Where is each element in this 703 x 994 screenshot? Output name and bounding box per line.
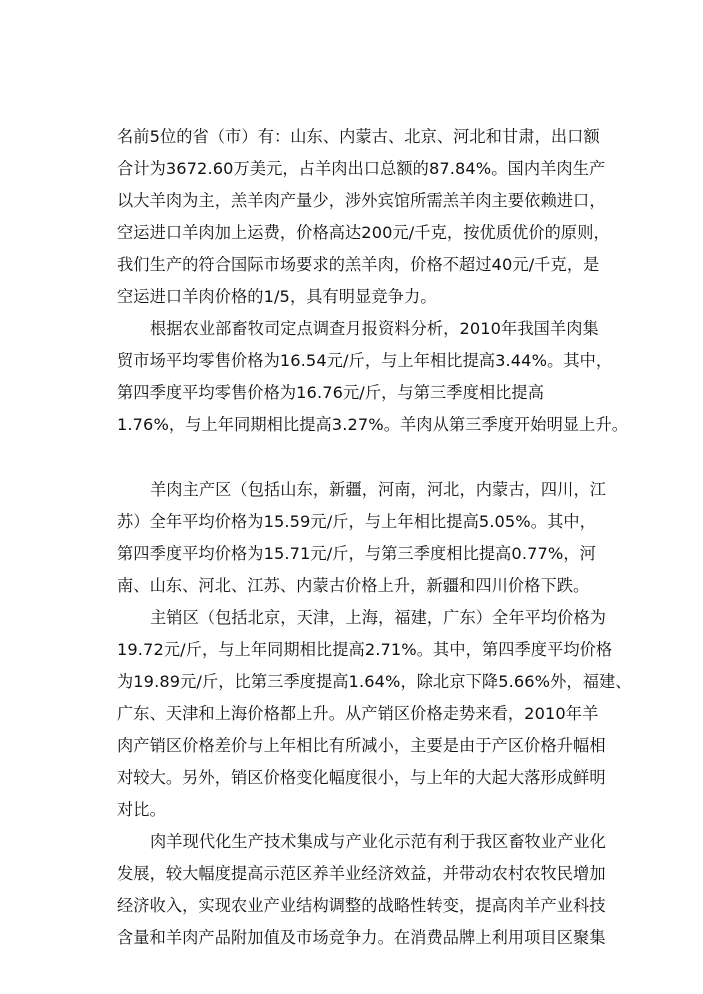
- text-line: 19.72元/斤，与上年同期相比提高2.71%。其中，第四季度平均价格: [117, 640, 613, 659]
- text-line: 空运进口羊肉价格的1/5，具有明显竞争力。: [117, 287, 437, 306]
- text-line: 第四季度平均零售价格为16.76元/斤，与第三季度相比提高: [117, 383, 545, 402]
- text-line: 肉产销区价格差价与上年相比有所减小，主要是由于产区价格升幅相: [117, 736, 606, 755]
- text-line: 我们生产的符合国际市场要求的羔羊肉，价格不超过40元/千克，是: [117, 255, 600, 274]
- text-line: 主销区（包括北京，天津，上海，福建，广东）全年平均价格为: [150, 608, 607, 627]
- text-line: 以大羊肉为主，羔羊肉产量少，涉外宾馆所需羔羊肉主要依赖进口，: [117, 191, 606, 210]
- text-line: 羊肉主产区（包括山东，新疆，河南，河北，内蒙古，四川，江: [150, 480, 607, 499]
- text-line: 1.76%，与上年同期相比提高3.27%。羊肉从第三季度开始明显上升。: [117, 415, 629, 434]
- text-line: 发展，较大幅度提高示范区养羊业经济效益，并带动农村农牧民增加: [117, 864, 606, 883]
- text-line: 为19.89元/斤，比第三季度提高1.64%，除北京下降5.66%外，福建、: [117, 672, 632, 691]
- text-line: 空运进口羊肉加上运费，价格高达200元/千克，按优质优价的原则，: [117, 223, 610, 242]
- text-line: 含量和羊肉产品附加值及市场竞争力。在消费品牌上利用项目区聚集: [117, 928, 606, 947]
- text-line: 广东、天津和上海价格都上升。从产销区价格走势来看，2010年羊: [117, 704, 599, 723]
- text-line: 贸市场平均零售价格为16.54元/斤，与上年相比提高3.44%。其中，: [117, 351, 613, 370]
- text-line: 第四季度平均价格为15.71元/斤，与第三季度相比提高0.77%，河: [117, 544, 596, 563]
- text-line: 根据农业部畜牧司定点调查月报资料分析，2010年我国羊肉集: [150, 319, 599, 338]
- text-line: 对比。: [117, 800, 166, 819]
- text-line: 苏）全年平均价格为15.59元/斤，与上年相比提高5.05%。其中，: [117, 512, 596, 531]
- text-line: 对较大。另外，销区价格变化幅度很小，与上年的大起大落形成鲜明: [117, 768, 606, 787]
- text-line: 经济收入，实现农业产业结构调整的战略性转变，提高肉羊产业科技: [117, 896, 606, 915]
- text-line: 合计为3672.60万美元，占羊肉出口总额的87.84%。国内羊肉生产: [117, 159, 606, 178]
- text-line: 肉羊现代化生产技术集成与产业化示范有利于我区畜牧业产业化: [150, 832, 607, 851]
- text-line: 南、山东、河北、江苏、内蒙古价格上升，新疆和四川价格下跌。: [117, 576, 590, 595]
- text-line: 名前5位的省（市）有：山东、内蒙古、北京、河北和甘肃，出口额: [117, 127, 600, 146]
